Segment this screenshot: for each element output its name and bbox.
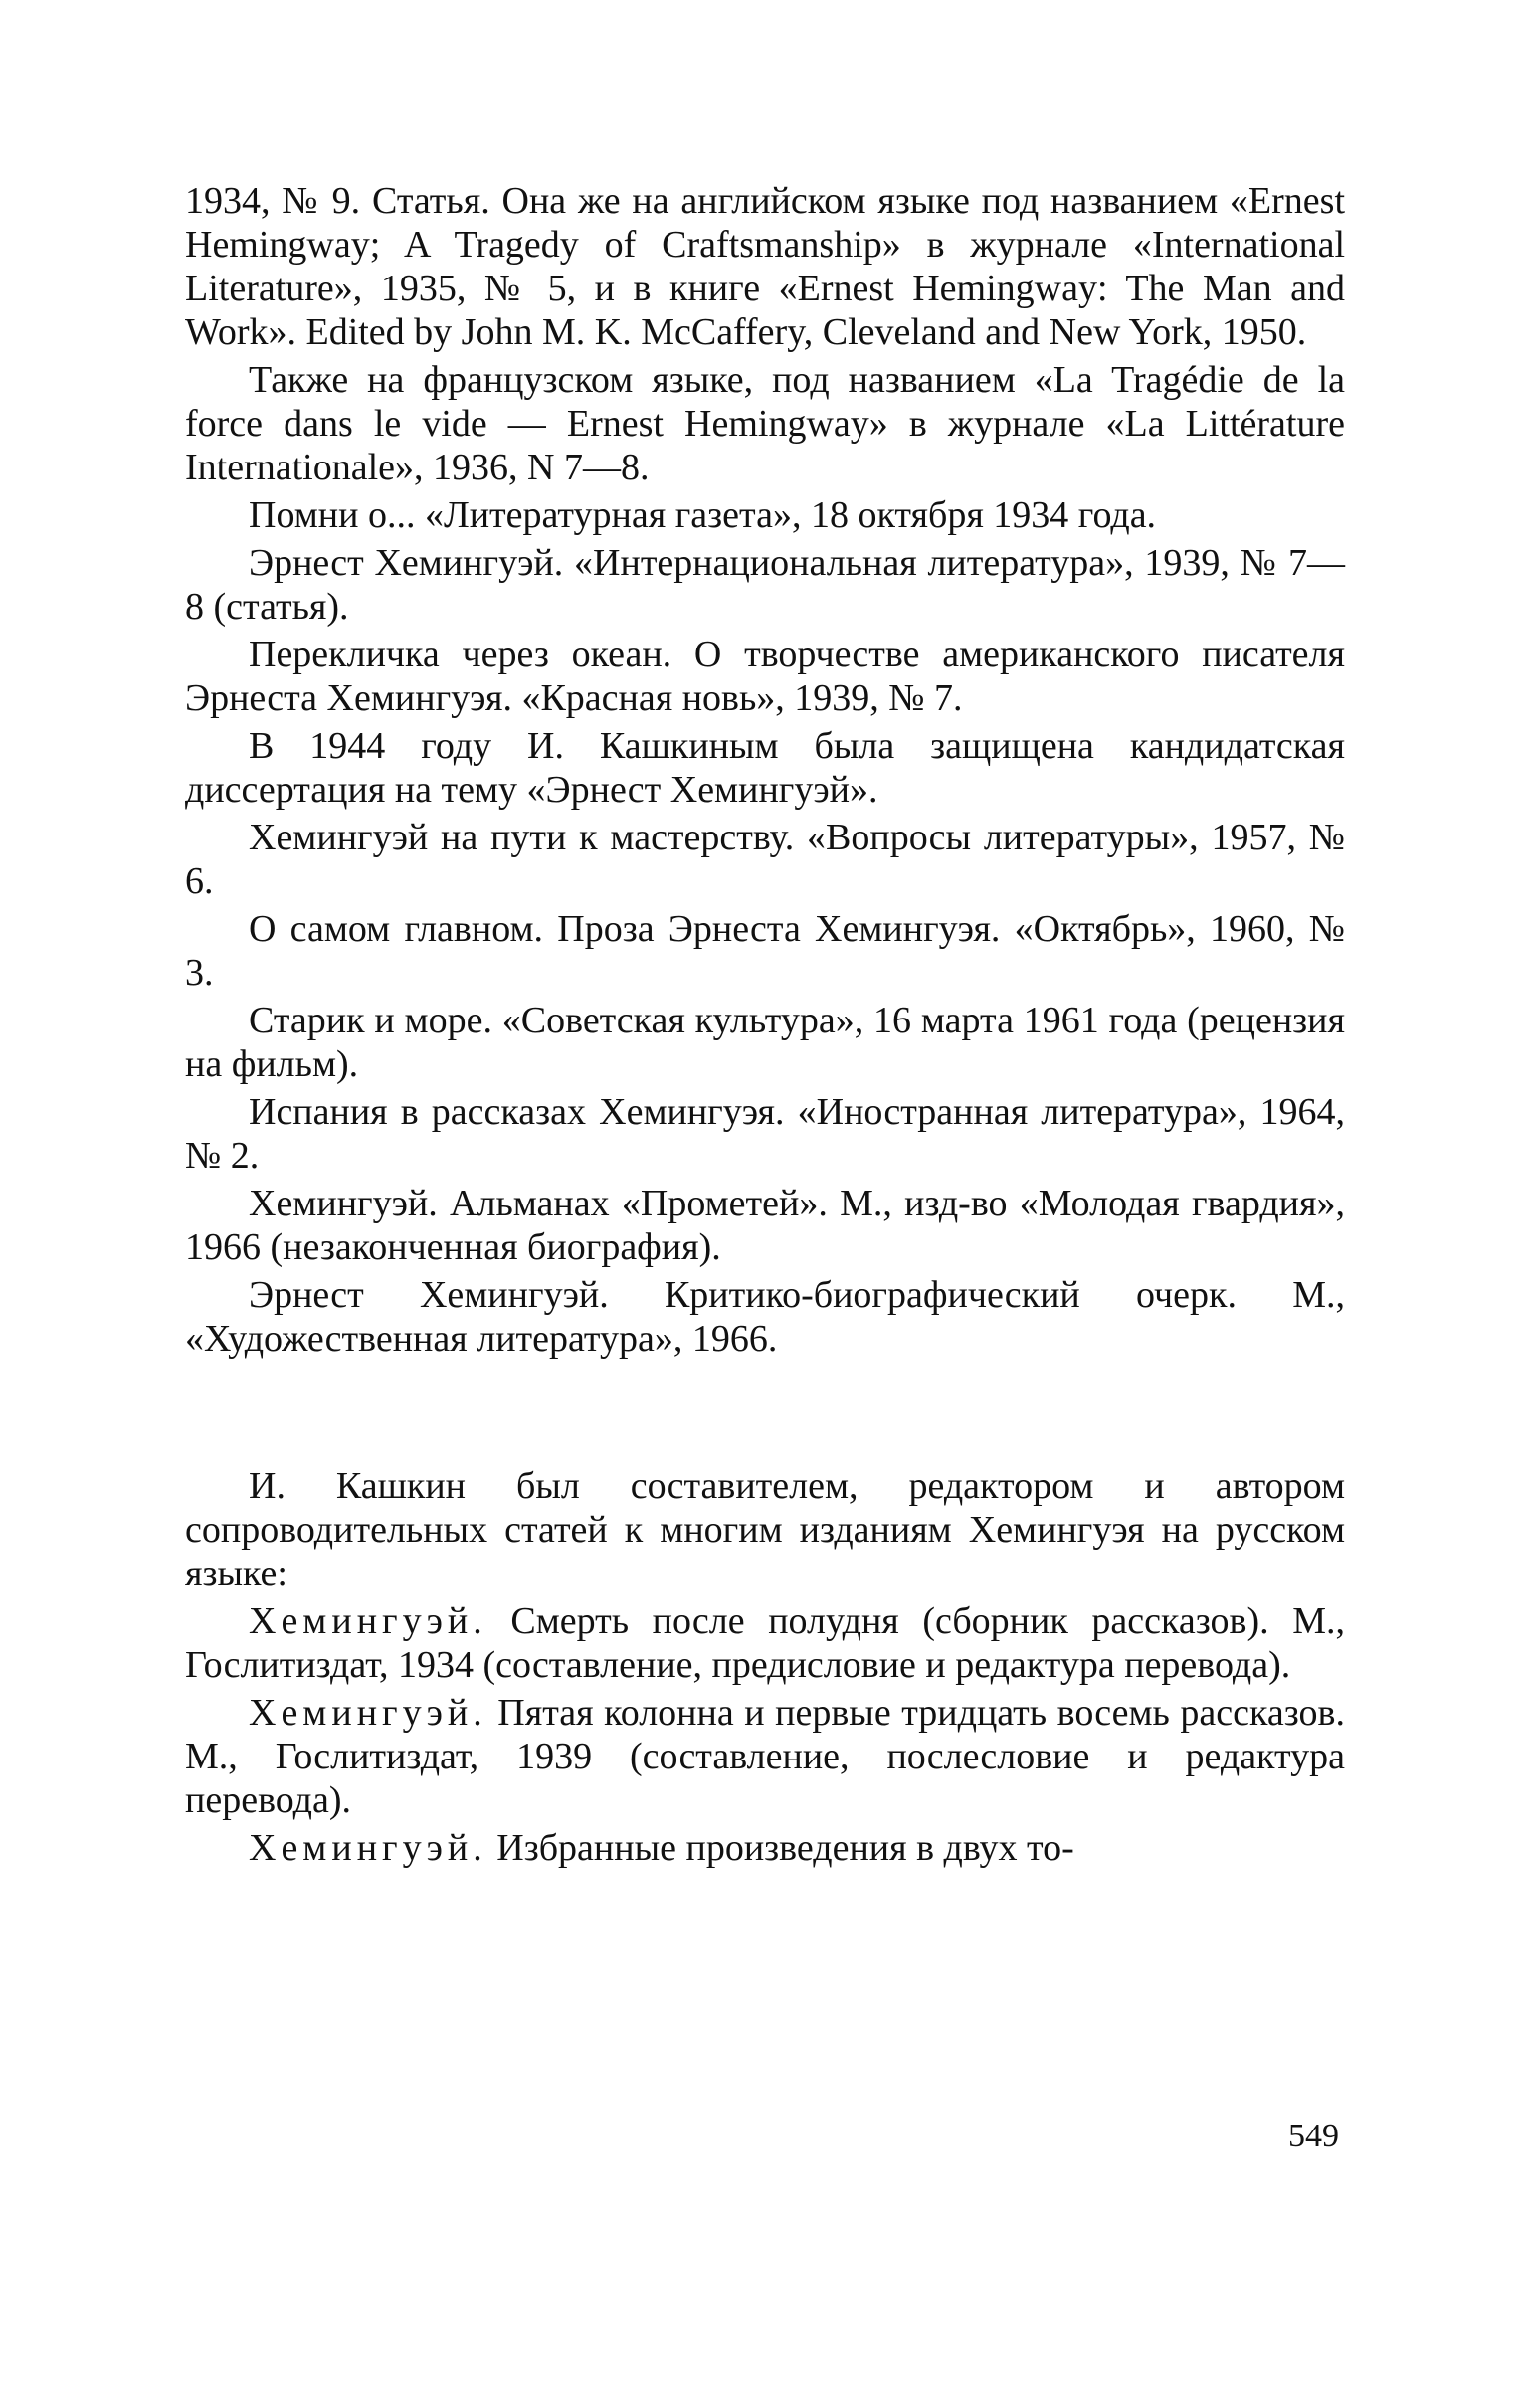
bibliography-entry: 1934, № 9. Статья. Она же на английском языке под названием «Ernest Hemingway; A Tragedy of Craftsmanship» в журнале «International Literature», 1935, № 5, и в книге «Ernest Hemingway: The Man and Work». Edited by John M. K. McCaffery, Cleveland and New York, 1950. (185, 180, 1345, 353)
bibliography-entry: Перекличка через океан. О творчестве американского писателя Эрнеста Хемингуэя. «Красная новь», 1939, № 7. (185, 634, 1345, 719)
bibliography-entry: О самом главном. Проза Эрнеста Хемингуэя. «Октябрь», 1960, № 3. (185, 908, 1345, 994)
edition-entry (185, 1691, 1345, 1822)
edition-entry (185, 1826, 1345, 1870)
bibliography-entry: Хемингуэй на пути к мастерству. «Вопросы литературы», 1957, № 6. (185, 817, 1345, 902)
edition-text: Смерть после полудня (сборник рассказов). М., Гослитиздат, 1934 (составление, предисловие и редактура перевода). (185, 1600, 1345, 1686)
edition-author: Хемингуэй. (249, 1600, 487, 1642)
editions-intro: И. Кашкин был составителем, редактором и автором сопроводительных статей к многим изданиям Хемингуэя на русском языке: (185, 1465, 1345, 1594)
bibliography-entry: Также на французском языке, под названием «La Tragédie de la force dans le vide — Ernest Hemingway» в журнале «La Littérature Internationale», 1936, N 7—8. (185, 359, 1345, 488)
edition-author: Хемингуэй. (249, 1827, 487, 1869)
bibliography-entry: Эрнест Хемингуэй. Критико-биографический очерк. М., «Художественная литература», 1966. (185, 1274, 1345, 1360)
edition-text: Избранные произведения в двух то- (486, 1827, 1074, 1869)
page-number: 549 (1288, 2118, 1339, 2154)
section-gap (185, 1365, 1345, 1464)
edition-author: Хемингуэй. (249, 1692, 487, 1734)
bibliography-entry: Помни о... «Литературная газета», 18 октября 1934 года. (249, 494, 1157, 536)
edition-entry (185, 1599, 1345, 1687)
page-body (185, 179, 1345, 1874)
bibliography-entry: Испания в рассказах Хемингуэя. «Иностранная литература», 1964, № 2. (185, 1091, 1345, 1177)
edition-text: Пятая колонна и первые тридцать восемь рассказов. М., Гослитиздат, 1939 (составление, послесловие и редактура перевода). (185, 1692, 1345, 1821)
bibliography-entry: Хемингуэй. Альманах «Прометей». М., изд-во «Молодая гвардия», 1966 (незаконченная биография). (185, 1183, 1345, 1268)
bibliography-entry: Старик и море. «Советская культура», 16 марта 1961 года (рецензия на фильм). (185, 1000, 1345, 1085)
bibliography-entry: Эрнест Хемингуэй. «Интернациональная литература», 1939, № 7—8 (статья). (185, 542, 1345, 628)
bibliography-entry: В 1944 году И. Кашкиным была защищена кандидатская диссертация на тему «Эрнест Хемингуэй». (185, 725, 1345, 811)
